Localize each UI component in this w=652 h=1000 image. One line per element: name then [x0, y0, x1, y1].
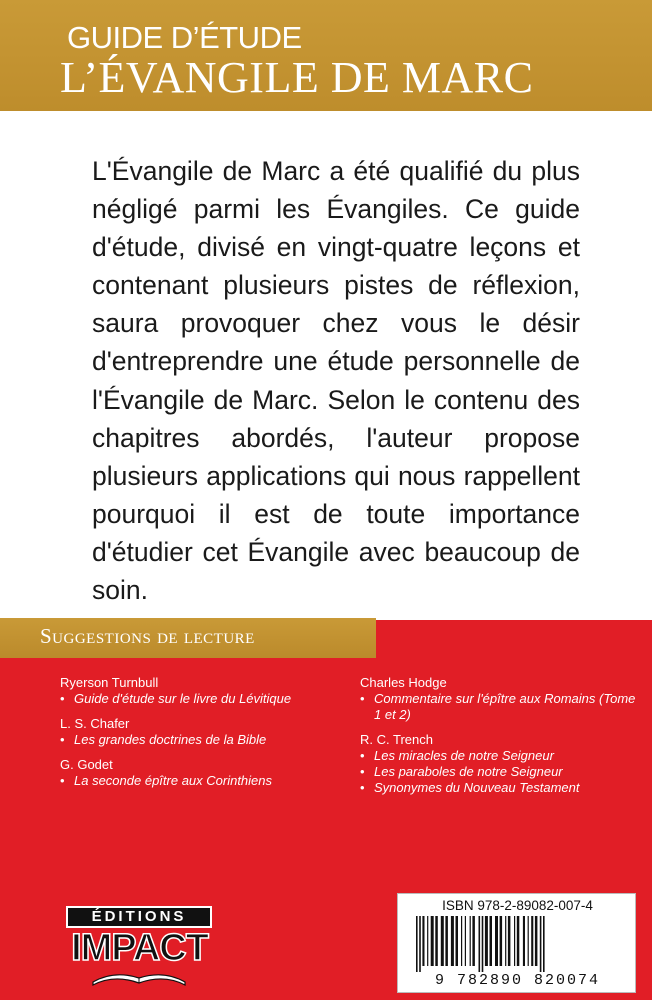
barcode-bar: [441, 916, 444, 966]
ean-digits: 9 782890 820074: [434, 972, 601, 989]
barcode-bar: [461, 916, 462, 966]
suggestion-work: • Guide d'étude sur le livre du Lévitique: [60, 691, 330, 707]
barcode-bar: [490, 916, 493, 966]
suggestion-author: G. Godet: [60, 757, 113, 772]
isbn-label: ISBN 978-2-89082-007-4: [442, 898, 593, 913]
publisher-name: IMPACT: [71, 927, 208, 969]
barcode-bar: [427, 916, 428, 966]
publisher-editions-label: ÉDITIONS: [66, 906, 212, 928]
suggestion-author: R. C. Trench: [360, 732, 433, 747]
barcode-bar: [451, 916, 454, 966]
barcode-bar: [543, 916, 545, 972]
barcode-bar: [508, 916, 511, 966]
suggestion-entry: [360, 732, 640, 796]
series-subtitle: GUIDE D’ÉTUDE: [67, 20, 302, 55]
suggestions-right-column: [360, 675, 640, 805]
barcode-bar: [528, 916, 529, 966]
suggestion-author: Charles Hodge: [360, 675, 447, 690]
barcode-bar: [422, 916, 424, 966]
barcode-bar: [482, 916, 484, 972]
barcode-bar: [500, 916, 503, 966]
barcode-bar: [531, 916, 533, 966]
suggestion-work: • Commentaire sur l'épître aux Romains (Tome 1 et 2): [360, 691, 640, 723]
suggestion-author: L. S. Chafer: [60, 716, 130, 731]
suggestion-work: • La seconde épître aux Corinthiens: [60, 773, 330, 789]
barcode-bar: [485, 916, 488, 966]
barcode-bar: [514, 916, 515, 966]
header-band: [0, 0, 652, 111]
barcode-bar: [472, 916, 475, 966]
barcode-bar: [535, 916, 538, 966]
barcode-bar: [431, 916, 434, 966]
barcode-bar: [505, 916, 506, 966]
barcode-block: [397, 893, 636, 993]
suggestions-left-column: [60, 675, 330, 798]
barcode-bar: [435, 916, 438, 966]
suggestion-entry: [360, 675, 640, 723]
back-cover-blurb: L'Évangile de Marc a été qualifié du plus négligé parmi les Évangiles. Ce guide d'étude, divisé en vingt-quatre leçons et contenant plusieurs pistes de réflexion, saura provoquer chez vous le désir d'entreprendre une étude personnelle de l'Évangile de Marc. Selon le contenu des chapitres abordés, l'auteur propose plusieurs applications qui nous rappellent pourquoi il est de toute importance d'étudier cet Évangile avec beaucoup de soin.: [92, 156, 580, 606]
barcode-image: [412, 916, 627, 972]
barcode-bar: [419, 916, 421, 972]
publisher-logo: [62, 906, 217, 986]
suggestion-author: Ryerson Turnbull: [60, 675, 159, 690]
barcode-bar: [540, 916, 542, 972]
barcode-bar: [495, 916, 498, 966]
barcode-bar: [456, 916, 459, 966]
barcode-bar: [470, 916, 471, 966]
suggestions-heading: Suggestions de lecture: [40, 624, 255, 648]
barcode-bar: [445, 916, 448, 966]
open-book-icon: [89, 966, 189, 986]
barcode-bar: [523, 916, 525, 966]
suggestion-work: • Les paraboles de notre Seigneur: [360, 764, 640, 780]
barcode-bar: [416, 916, 418, 972]
suggestion-work: • Synonymes du Nouveau Testament: [360, 780, 640, 796]
suggestion-work: • Les grandes doctrines de la Bible: [60, 732, 330, 748]
barcode-bar: [479, 916, 481, 972]
suggestion-entry: [60, 757, 330, 789]
suggestion-entry: [60, 716, 330, 748]
barcode-bar: [517, 916, 520, 966]
book-title: L’ÉVANGILE DE MARC: [60, 53, 534, 102]
barcode-bar: [465, 916, 466, 966]
suggestion-work: • Les miracles de notre Seigneur: [360, 748, 640, 764]
suggestion-entry: [60, 675, 330, 707]
